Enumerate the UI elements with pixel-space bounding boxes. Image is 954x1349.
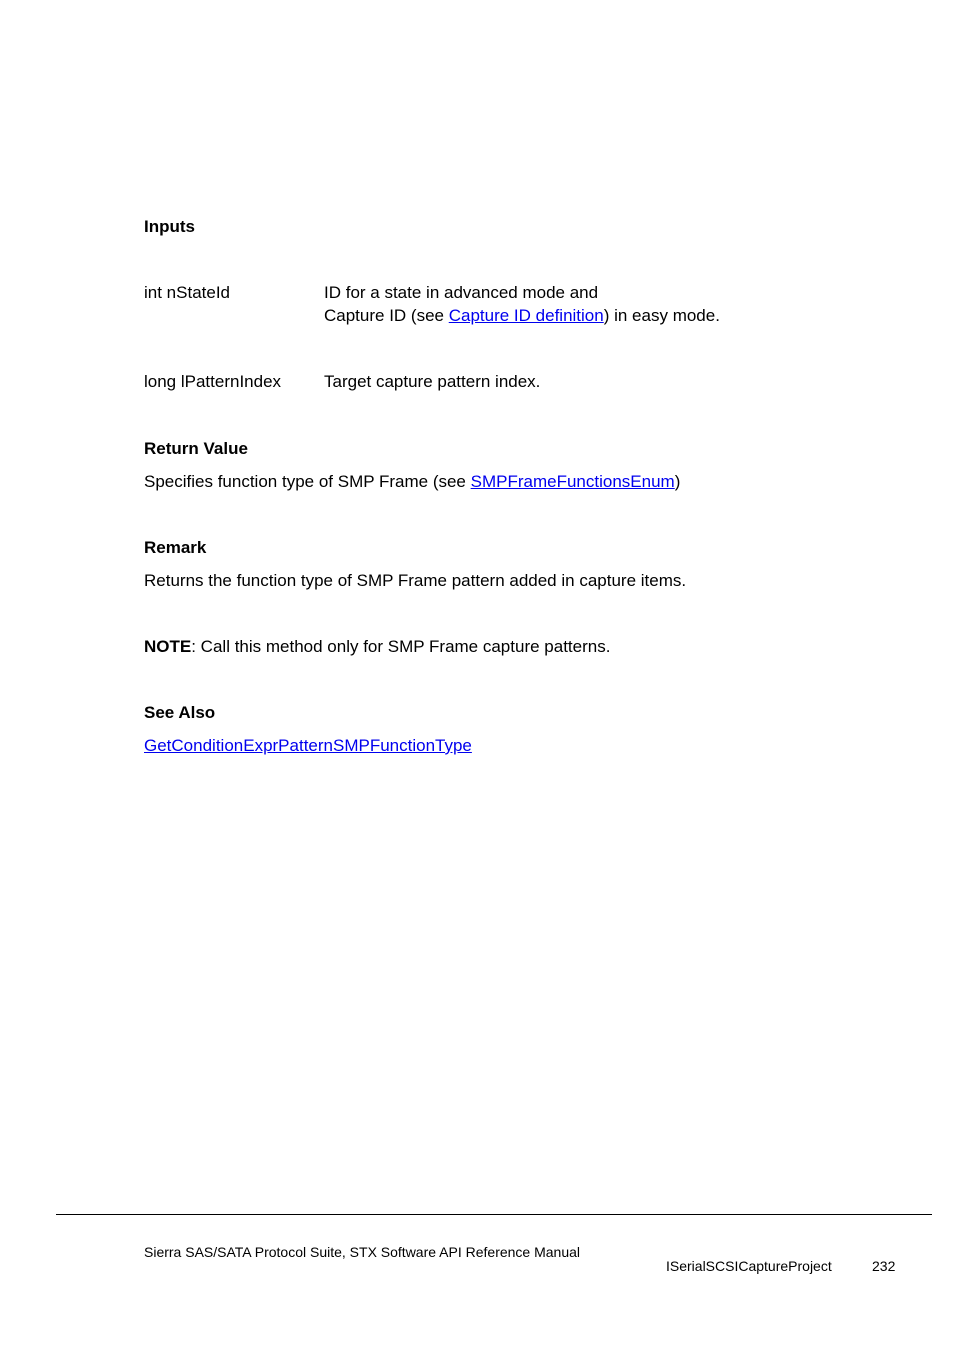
param-desc-nstateid-line1: ID for a state in advanced mode and — [324, 283, 599, 302]
param-name-lpatternindex: long lPatternIndex — [144, 372, 282, 391]
footer-divider — [56, 1214, 932, 1215]
return-value-prefix: Specifies function type of SMP Frame (see — [144, 472, 471, 491]
param-desc-nstateid-line2 — [324, 305, 720, 327]
smp-frame-functions-enum-link[interactable]: SMPFrameFunctionsEnum — [470, 472, 675, 491]
remark-heading: Remark — [144, 538, 207, 557]
see-also-heading: See Also — [144, 703, 216, 722]
see-also-link[interactable]: GetConditionExprPatternSMPFunctionType — [144, 736, 472, 755]
footer-page-number: 232 — [872, 1258, 896, 1274]
return-value-suffix: ) — [674, 472, 681, 491]
return-value-heading: Return Value — [144, 439, 248, 458]
note-label: NOTE — [144, 637, 192, 656]
capture-id-definition-link[interactable]: Capture ID definition — [448, 306, 604, 325]
remark-note — [144, 636, 610, 658]
footer-manual-title: Sierra SAS/SATA Protocol Suite, STX Software API Reference Manual — [144, 1244, 581, 1260]
footer-section: ISerialSCSICaptureProject — [666, 1258, 832, 1274]
param-name-nstateid: int nStateId — [144, 283, 231, 302]
param-desc-nstateid-prefix: Capture ID (see — [324, 306, 449, 325]
remark-text: Returns the function type of SMP Frame pattern added in capture items. — [144, 571, 687, 590]
inputs-heading: Inputs — [144, 217, 195, 236]
note-text: : Call this method only for SMP Frame capture patterns. — [191, 637, 611, 656]
param-desc-lpatternindex: Target capture pattern index. — [324, 372, 541, 391]
param-desc-nstateid-suffix: ) in easy mode. — [603, 306, 720, 325]
return-value-text — [144, 471, 680, 493]
